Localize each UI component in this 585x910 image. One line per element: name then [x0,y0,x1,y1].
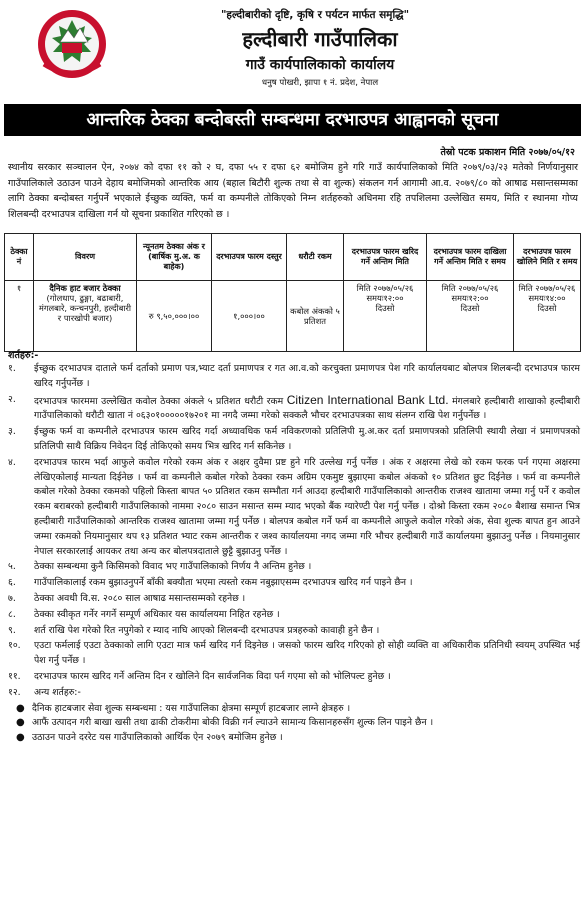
term-item [8,592,580,607]
term-item [8,608,580,623]
bullet-icon: ● [16,702,25,714]
term-item [8,639,580,669]
term-number: ७. [8,592,16,604]
term-item [8,686,580,701]
term-number: १. [8,363,16,374]
term-text: ठेक्का स्वीकृत गर्नेर नगर्ने सम्पूर्ण अधिकार यस कार्यालयमा निहित रहनेछ । [34,608,280,620]
term-text: दरभाउपत्र फारम भर्दा आफुले कवोल गरेको रकम अंक र अक्षर दुवैमा प्रष्ट हुने गरि उल्लेख गर्नु पर्नेछ । अंक र अक्षरमा लेखे को रकम फरक पर्न गएमा अक्षरमा लेखिएकोलाई मान्यता दिईनेछ । फर्म वा कम्पनीले कबोल गरेको ठेक्का रकम अग्रिम एकमुष्ट बुझाएमा कबोल अंकको १० प्रतिशत छुट दिईनेछ । फर्म वा कम्पनीले कबोल गरेको ठेक्का रकमको पहिलो किस्ता बापत ५० प्रतिशत रकम सम्भौता गर्न आउदा हल्दीबारी गाउँपालिकाको आन्तरीक राजश्व खातामा जम्मा गर्नु पर्ने र कवोल रकम बराबरको हल्दीबारी गाउँपालिकाको नाममा २०८० साउन मसान्त सम्म म्याद भएको बैंक ग्यारेण्टी पेश गर्नु पर्नेछ । दोश्रो किस्ता रकम २०८० बैशाख समान्त भित्र हल्दीबारी गाउँपालिकाको आन्तरिक राजश्व खातामा जम्मा गर्नु पर्नेछ । बोलपत्र कबोल गर्ने फर्म वा कम्पनीले आफुले कवोल गरेको अंक, सेवा शुल्क बापत हुन आउने जम्मा रकमको नियमानुसार थप १३ प्रतिशत भ्याट रकम आन्तरीक र जश्व कार्यालयमा नगद जम्मा गरि भौचर हल्दीबारी गाउँ कार्यालयमा बुझाउनु पर्नेछ । नियमानुसार नेपाल सरकारलाई आयकर तथा अन्य कर बोलपत्रदाताले छुट्टै बुझाउनु पर्नेछ । [34,456,580,557]
col-header-description: विवरण [34,234,137,281]
term-text-part: दरभाउपत्र फारममा उल्लेखित कवोल ठेक्का अंकले ५ प्रतिशत धरौटी रकम [34,395,284,407]
terms-list [8,362,580,746]
cell-form-fee: १,०००।०० [212,281,287,352]
cell-deposit: कबोल अंकको ५ प्रतिशत [287,281,344,352]
table-header-row [5,234,581,281]
submit-time: समयः१२:०० [451,293,489,303]
term-text: दरभाउपत्र फारम खरिद गर्ने अन्तिम दिन र खोलिने दिन सार्वजनिक विदा पर्न गएमा सो को भोलिपल्ट हुनेछ । [34,670,391,682]
open-day: दिउसो [537,303,557,313]
sub-term-item [16,716,580,731]
col-header-deposit: धरौटी रकम [287,234,344,281]
purchase-day: दिउसो [375,303,395,313]
intro-paragraph: स्थानीय सरकार सञ्चालन ऐन, २०७४ को दफा ११ को २ घ, दफा ५५ र दफा ६२ बमोजिम हुने गरि गाउँ कार्यपालिकाको मिति २०७९/०३/२३ मतेको निर्णयानुसार गाउँपालिकाले उठाउन पाउने देहाय बमोजिमको आन्तरिक आय (बहाल बिटौरी शुल्क तथा से वा शुल्क) संकलन गर्न आगामी आ.व. २०७९/८० को आषाढ मसान्तसम्मका लागि ठेक्का बन्दोबस्त गर्नुपर्ने भएकाले ईच्छुक व्यक्ति, फर्म वा कम्पनीले तोकिएको निम्न शर्तहरुको अधिनमा रहि तपशिलमा उल्लेखित समय, मिति र स्थानमा गोप्य शिलबन्दी दरभाउपत्र दाखिला गर्न यो सूचना प्रकाशित गरिएको छ । [8,162,578,220]
term-text: ईच्छुक फर्म वा कम्पनीले दरभाउपत्र फारम खरिद गर्दा अध्यावधिक फर्म नविकरणको प्रतिलिपी मु.अ.कर दर्ता प्रमाणपत्रको प्रतिलिपी स्थायी लेखा नं प्रमाणपत्रको प्रतिलिपी साथै विक्रिय निवेदन दिई तोकिएको समय भित्र खरिद गर्न सकिनेछ । [34,426,580,452]
sub-term-text: उठाउन पाउने दररेट यस गाउँपालिकाको आर्थिक ऐन २०७९ बमोजिम हुनेछ । [32,732,283,744]
col-header-submit-date: दरभाउपत्र फारम दाखिला गर्ने अन्तिम मिति र समय [427,234,514,281]
term-text: एउटा फर्मलाई एउटा ठेक्काको लागि एउटा मात्र फर्म खरिद गर्न दिइनेछ । जसको फारम खरिद गरिएको हो सोही व्यक्ति वा अधिकारीक प्रतिनिधी स्वयम् उपस्थित भई पेश गर्नु पर्नेछ । [34,640,580,667]
term-number: ४. [8,456,16,468]
term-text: अन्य शर्तहरु:- [34,686,81,698]
term-item [8,624,580,639]
table-row [5,281,581,352]
tender-locations: (गोलधाप, ढुङ्गा, बढाबारी, मंगलबारे, कन्चनपुरी, हल्दीबारी र पारखोपी बजार) [38,293,132,323]
bank-name: Citizen International Bank Ltd. [286,392,449,407]
office-address: धनुष पोखरी, झापा १ नं. प्रदेश, नेपाल [261,78,379,88]
term-item [8,425,580,455]
notice-title: आन्तरिक ठेक्का बन्दोबस्ती सम्बन्धमा दरभाउपत्र आह्वानको सूचना [4,104,581,136]
terms-heading: शर्तहरु:- [8,350,39,361]
term-text-part: मंगलबारे हल्दीबारी शाखाको हल्दीबारी गाउँपालिकाको धरौटी खाता नं ०६३०१०००००१७२०१ मा नगदै जम्मा गरेको सक्कलै भौचर दरभाउपत्रका साथ संलग्न राखि पेश गर्नुपर्नेछ । [34,395,580,422]
office-subtitle: गाउँ कार्यपालिकाको कार्यालय [245,57,395,73]
submit-day: दिउसो [460,303,480,313]
term-item [8,393,580,425]
cell-submit-date [427,281,514,352]
term-item [8,362,580,392]
term-number: ११. [8,670,21,682]
cell-purchase-date [344,281,427,352]
term-number: ३. [8,426,16,438]
term-item [8,670,580,685]
term-number: १०. [8,640,21,652]
col-header-purchase-date: दरभाउपत्र फारम खरिद गर्ने अन्तिम मिति [344,234,427,281]
cell-description [34,281,137,352]
col-header-number: ठेक्का नं [5,234,34,281]
tender-table [4,233,581,352]
term-item [8,576,580,591]
bullet-icon: ● [16,717,25,729]
term-number: ८. [8,608,16,620]
submit-date: मिति २०७७/०५/२६ [441,283,499,293]
col-header-min-amount: न्यूनतम ठेक्का अंक र (बार्षिक मु.अ. क बाहेक) [137,234,212,281]
term-item [8,456,580,560]
cell-number: १ [5,281,34,352]
term-number: ५. [8,561,16,573]
publication-date: तेस्रो पटक प्रकाशन मिति २०७७/०५/१२ [440,147,575,158]
purchase-date: मिति २०७७/०५/२६ [356,283,414,293]
sub-term-text: दैनिक हाटबजार सेवा शुल्क सम्बन्धमा : यस गाउँपालिका क्षेत्रमा सम्पूर्ण हाटबजार लाग्ने क्षेत्रहरु । [32,702,351,714]
nepal-government-emblem-icon [36,8,108,80]
open-time: समयः१४:०० [528,293,566,303]
slogan: "हल्दीबारीको दृष्टि, कृषि र पर्यटन मार्फत समृद्धि" [220,9,410,21]
term-number: १२. [8,686,21,698]
term-text: ठेक्का सम्बन्धमा कुनै किसिमको विवाद भए गाउँपालिकाको निर्णय नै अन्तिम हुनेछ । [34,561,312,573]
cell-open-date [514,281,581,352]
sub-term-item [16,731,580,746]
term-text: गाउँपालिकालाई रकम बुझाउनुपर्ने बाँकी बक्यौता भएमा त्यस्तो रकम नबुझाएसम्म दरभाउपत्र खरिद गर्न पाइने छैन । [34,577,413,589]
col-header-open-date: दरभाउपत्र फारम खोलिने मिति र समय [514,234,581,281]
cell-min-amount: रु ९,५०,०००।०० [137,281,212,352]
tender-name: दैनिक हाट बजार ठेक्का [49,283,121,293]
sub-term-item [16,702,580,717]
bullet-icon: ● [16,732,25,744]
term-text [34,393,580,425]
office-name: हल्दीबारी गाउँपालिका [242,27,398,51]
term-text: ठेक्का अवधी वि.स. २०८० साल आषाढ मसान्तसम्मको रहनेछ । [34,592,246,604]
term-item [8,560,580,575]
term-text: शर्त राखि पेश गरेको रित नपुगेको र म्याद नाघि आएको शिलबन्दी दरभाउपत्र प्रत्रहरुको कावाही हुने छैन । [34,624,380,636]
open-date: मिति २०७७/०५/२६ [518,283,576,293]
sub-term-text: आफैं उत्पादन गरी बाखा खसी तथा ढाकी टोकरीमा बोकी विक्री गर्न ल्याउने सामान्य किसानहरुसँग शुल्क लिन पाइने छैन । [32,717,434,729]
purchase-time: समयः१२:०० [366,293,404,303]
term-text: ईच्छुक दरभाउपत्र दाताले फर्म दर्ताको प्रमाण पत्र,भ्याट दर्ता प्रमाणपत्र र गत आ.व.को करचुक्ता प्रमाणपत्र पेश गरि कार्यालयबाट बोलपत्र शिलबन्दी दरभाउपत्र फारम खरिद गर्नुपर्नेछ । [34,363,580,389]
term-number: ९. [8,624,16,636]
term-number: २. [8,393,16,405]
col-header-form-fee: दरभाउपत्र फारम दस्तुर [212,234,287,281]
term-number: ६. [8,577,16,589]
